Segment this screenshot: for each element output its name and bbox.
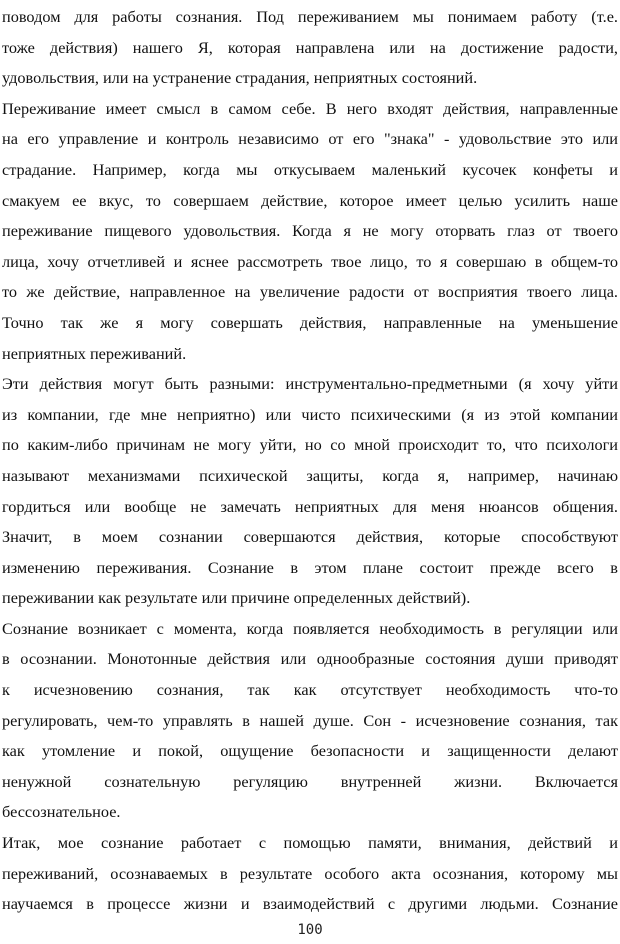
text-line: поводом для работы сознания. Под переживанием мы понимаем работу (т.е.	[2, 7, 618, 26]
text-line: из компании, где мне неприятно) или чисто психическими (я из этой компании	[2, 404, 618, 424]
text-line: бессознательное.	[2, 802, 121, 822]
text-line: Переживание имеет смысл в самом себе. В него входят действия, направленные	[2, 98, 618, 118]
text-line: переживании как результате или причине определенных действий).	[2, 588, 471, 608]
text-line: как утомление и покой, ощущение безопасности и защищенности делают	[2, 741, 618, 761]
text-line: удовольствия, или на устранение страдания, неприятных состояний.	[2, 68, 478, 88]
text-line: регулировать, чем-то управлять в нашей душе. Сон - исчезновение сознания, так	[2, 710, 618, 730]
text-line: ненужной сознательную регуляцию внутренней жизни. Включается	[2, 771, 618, 791]
text-line: неприятных переживаний.	[2, 343, 187, 363]
text-line: в осознании. Монотонные действия или однообразные состояния души приводят	[2, 649, 618, 669]
text-line: то же действие, направленное на увеличение радости от восприятия твоего лица.	[2, 282, 618, 302]
text-line: на его управление и контроль независимо от его "знака" - удовольствие это или	[2, 129, 618, 149]
text-line: Итак, мое сознание работает с помощью памяти, внимания, действий и	[2, 833, 618, 853]
paragraph	[2, 94, 618, 369]
text-line: тоже действия) нашего Я, которая направлена или на достижение радости,	[2, 37, 618, 57]
text-line: изменению переживания. Сознание в этом плане состоит прежде всего в	[2, 557, 618, 577]
paragraph	[2, 2, 618, 94]
text-line: к исчезновению сознания, так как отсутствует необходимость что-то	[2, 680, 618, 700]
body-text	[2, 2, 618, 920]
text-line: гордиться или вообще не замечать неприятных для меня нюансов общения.	[2, 496, 618, 516]
page-number: 100	[297, 922, 323, 938]
paragraph	[2, 828, 618, 920]
text-line: лица, хочу отчетливей и яснее рассмотреть твое лицо, то я совершаю в общем-то	[2, 251, 618, 271]
text-line: по каким-либо причинам не могу уйти, но со мной происходит то, что психологи	[2, 435, 618, 455]
text-line: Точно так же я могу совершать действия, направленные на уменьшение	[2, 312, 618, 332]
paragraph	[2, 369, 618, 614]
text-line: переживание пищевого удовольствия. Когда я не могу оторвать глаз от твоего	[2, 221, 618, 241]
text-line: смакуем ее вкус, то совершаем действие, которое имеет целью усилить наше	[2, 190, 618, 210]
text-line: переживаний, осознаваемых в результате особого акта осознания, которому мы	[2, 863, 618, 883]
paragraph	[2, 614, 618, 828]
text-line: Сознание возникает с момента, когда появляется необходимость в регуляции или	[2, 618, 618, 638]
text-line: Эти действия могут быть разными: инструментально-предметными (я хочу уйти	[2, 374, 618, 394]
text-line: называют механизмами психической защиты, когда я, например, начинаю	[2, 465, 618, 485]
text-line: Значит, в моем сознании совершаются действия, которые способствуют	[2, 527, 618, 547]
text-line: научаемся в процессе жизни и взаимодействий с другими людьми. Сознание	[2, 894, 618, 914]
text-line: страдание. Например, когда мы откусываем маленький кусочек конфеты и	[2, 159, 618, 179]
